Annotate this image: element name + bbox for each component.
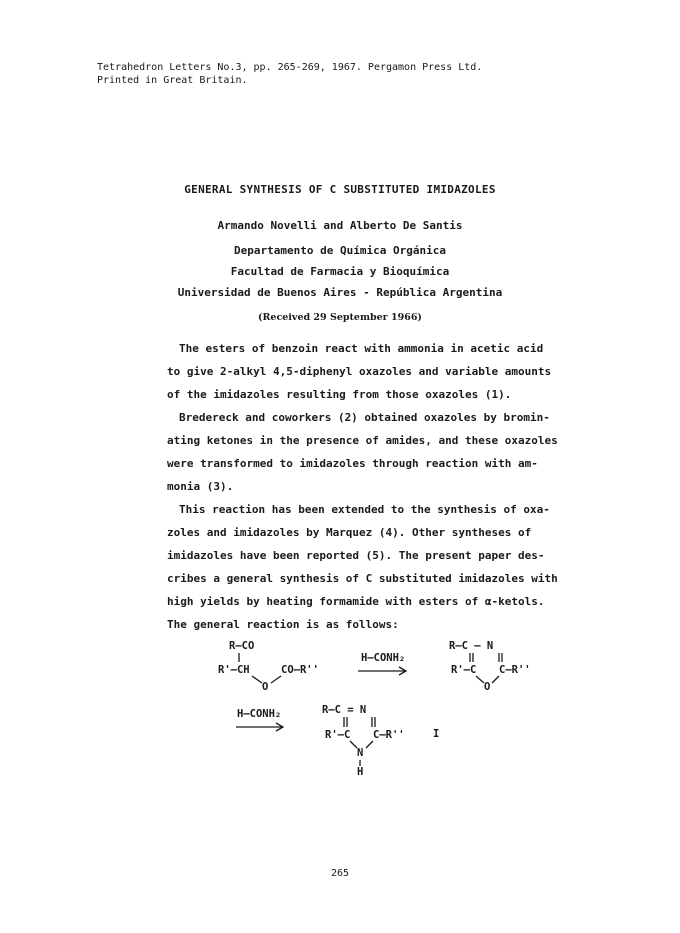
paper-authors: Armando Novelli and Alberto De Santis: [217, 219, 463, 232]
affiliation: [0, 240, 680, 303]
imidazole-bond-n-c: [366, 741, 373, 748]
body-line: monia (3).: [167, 480, 234, 493]
printed-in: Printed in Great Britain.: [97, 74, 248, 86]
body-line: The esters of benzoin react with ammonia in acetic acid: [179, 342, 544, 355]
imidazole-bottom-right: C—R'': [373, 729, 405, 741]
reactant-top: R—CO: [229, 640, 255, 652]
body-line: to give 2-alkyl 4,5-diphenyl oxazoles and variable amounts: [167, 365, 552, 378]
imidazole-bond-c-n: [350, 741, 357, 748]
affiliation-university: Universidad de Buenos Aires - República Argentina: [177, 286, 503, 299]
oxazole-bottom-right: C—R'': [499, 664, 531, 676]
arrow-head-1: [399, 667, 406, 675]
reactant-bond-ch-o: [252, 676, 262, 683]
body-line: This reaction has been extended to the synthesis of oxa-: [179, 503, 550, 516]
compound-label: I: [433, 728, 440, 740]
body-line: The general reaction is as follows:: [167, 618, 399, 631]
imidazole-nitrogen: N: [357, 747, 364, 759]
received-date: (Received 29 September 1966): [258, 312, 422, 323]
reactant-bottom-left: R'—CH: [218, 664, 250, 676]
arrow-head-2: [276, 723, 283, 731]
reactant-bottom-right: CO—R'': [281, 664, 319, 676]
reactant-oxygen: O: [262, 681, 269, 693]
body-text: [167, 337, 597, 636]
reactant-bond-o-co: [271, 676, 281, 683]
affiliation-department: Departamento de Química Orgánica: [234, 244, 446, 257]
body-line: of the imidazoles resulting from those oxazoles (1).: [167, 388, 512, 401]
imidazole-top: R—C = N: [322, 704, 367, 716]
body-line: high yields by heating formamide with esters of α-ketols.: [167, 595, 545, 608]
oxazole-bottom-left: R'—C: [451, 664, 477, 676]
body-line: ating ketones in the presence of amides, and these oxazoles: [167, 434, 558, 447]
journal-citation: Tetrahedron Letters No.3, pp. 265-269, 1967. Pergamon Press Ltd.: [97, 62, 483, 73]
reagent-formamide-1: H—CONH₂: [361, 652, 406, 664]
page-number: 265: [330, 868, 350, 879]
oxazole-bond-c-o: [476, 676, 484, 683]
body-line: imidazoles have been reported (5). The present paper des-: [167, 549, 545, 562]
reagent-formamide-2: H—CONH₂: [237, 708, 282, 720]
imidazole-bottom-left: R'—C: [325, 729, 351, 741]
journal-header: [97, 62, 482, 87]
body-line: were transformed to imidazoles through reaction with am-: [167, 457, 538, 470]
body-line: Bredereck and coworkers (2) obtained oxazoles by bromin-: [179, 411, 550, 424]
affiliation-faculty: Facultad de Farmacia y Bioquímica: [230, 265, 450, 278]
body-line: zoles and imidazoles by Marquez (4). Other syntheses of: [167, 526, 532, 539]
imidazole-hydrogen: H: [357, 766, 364, 778]
oxazole-oxygen: O: [484, 681, 491, 693]
oxazole-bond-o-c: [492, 676, 499, 683]
oxazole-top: R—C — N: [449, 640, 494, 652]
body-line: cribes a general synthesis of C substituted imidazoles with: [167, 572, 558, 585]
paper-title: GENERAL SYNTHESIS OF C SUBSTITUTED IMIDAZOLES: [184, 183, 496, 196]
